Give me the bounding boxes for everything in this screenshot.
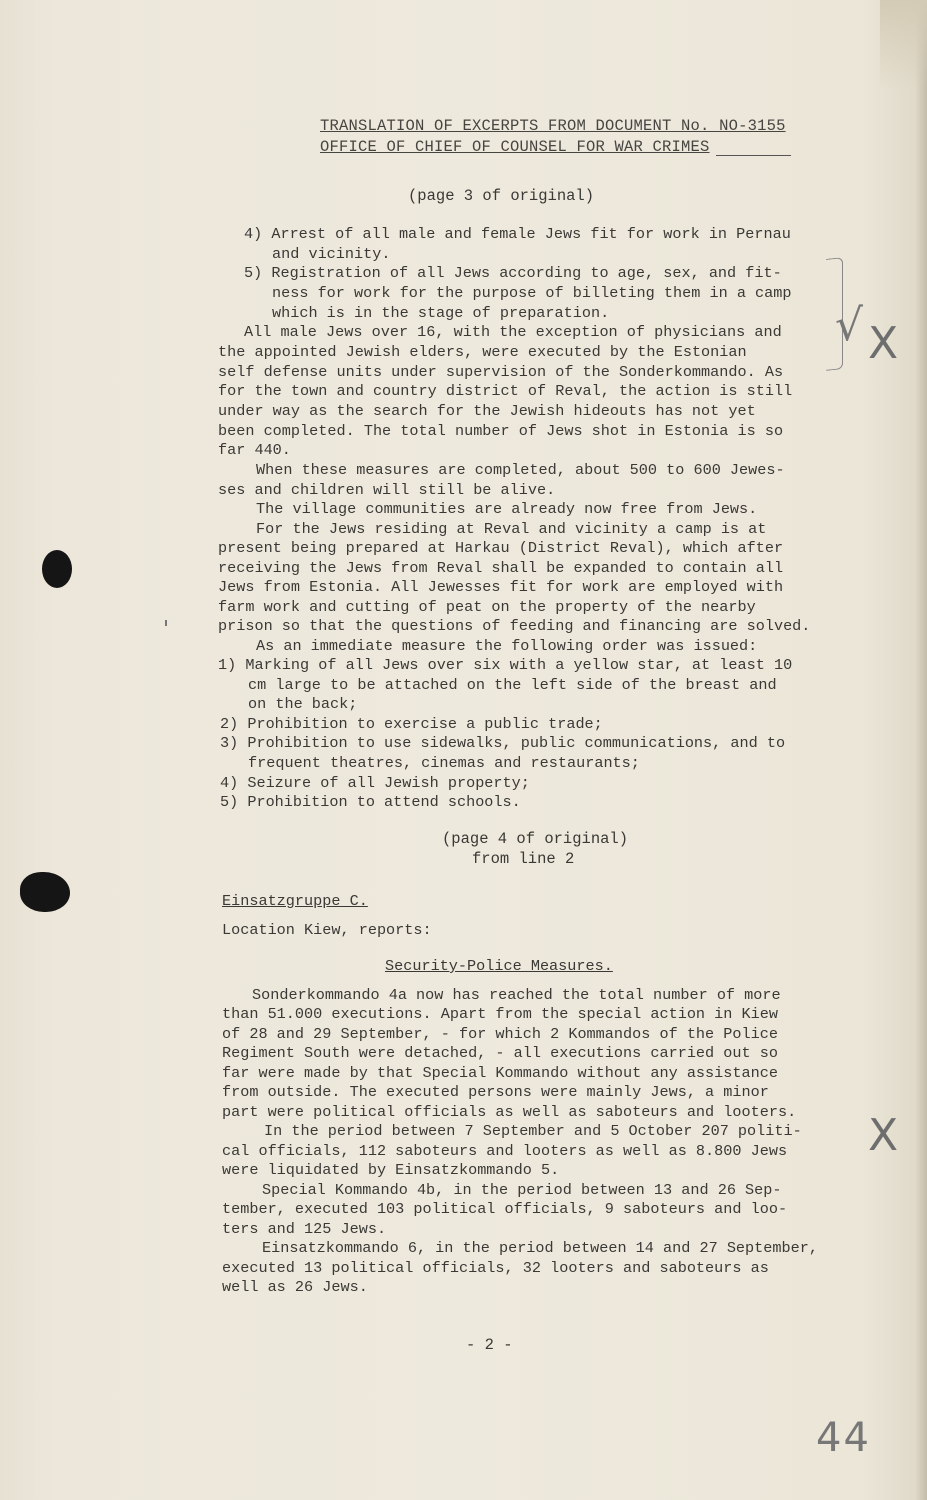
text-line: 2) Prohibition to exercise a public trade; [220,715,603,733]
text-line: The village communities are already now free from Jews. [256,500,758,518]
paper-stain [880,0,927,90]
document-office: OFFICE OF CHIEF OF COUNSEL FOR WAR CRIMES [320,138,710,156]
handwritten-archive-number: 44 [816,1415,871,1461]
text-line: been completed. The total number of Jews shot in Estonia is so [218,422,784,440]
text-line: For the Jews residing at Reval and vicinity a camp is at [256,520,767,538]
text-line: of 28 and 29 September, - for which 2 Kommandos of the Police [222,1025,778,1043]
text-line: 5) Prohibition to attend schools. [220,793,521,811]
page-ref-4-line: from line 2 [472,850,575,868]
text-line: Jews from Estonia. All Jewesses fit for work are employed with [218,578,784,596]
page-ref-3: (page 3 of original) [408,187,595,205]
handwritten-x-mark: X [868,318,899,369]
text-line: ses and children will still be alive. [218,481,556,499]
page-ref-4: (page 4 of original) [442,830,629,848]
text-line: tember, executed 103 political officials, 9 saboteurs and loo- [222,1200,788,1218]
text-line: Regiment South were detached, - all executions carried out so [222,1044,778,1062]
document-title: TRANSLATION OF EXCERPTS FROM DOCUMENT No. NO-3155 [320,117,786,135]
margin-tick [165,620,167,626]
text-line: from outside. The executed persons were mainly Jews, a minor [222,1083,769,1101]
text-line: executed 13 political officials, 32 looters and saboteurs as [222,1259,769,1277]
handwritten-x-mark: X [868,1110,899,1161]
text-line: present being prepared at Harkau (District Reval), which after [218,539,784,557]
page-number: - 2 - [466,1336,513,1354]
text-line: than 51.000 executions. Apart from the special action in Kiew [222,1005,778,1023]
text-line: prison so that the questions of feeding and financing are solved. [218,617,811,635]
text-line: cal officials, 112 saboteurs and looters as well as 8.800 Jews [222,1142,788,1160]
text-line: for the town and country district of Reval, the action is still [218,382,793,400]
text-line: under way as the search for the Jewish hideouts has not yet [218,402,756,420]
header-rule [716,155,791,156]
text-line: 4) Arrest of all male and female Jews fit for work in Pernau [244,225,791,243]
punch-hole-top [42,550,72,588]
text-line: far were made by that Special Kommando without any assistance [222,1064,778,1082]
text-line: Special Kommando 4b, in the period between 13 and 26 Sep- [262,1181,782,1199]
text-line: Sonderkommando 4a now has reached the total number of more [252,986,781,1004]
handwritten-check: √ [835,300,864,351]
text-line: on the back; [248,695,358,713]
location-line: Location Kiew, reports: [222,921,432,939]
security-heading: Security-Police Measures. [385,957,613,975]
punch-hole-bottom [20,872,70,912]
text-line: 4) Seizure of all Jewish property; [220,774,530,792]
text-line: self defense units under supervision of the Sonderkommando. As [218,363,784,381]
text-line: far 440. [218,441,291,459]
text-line: well as 26 Jews. [222,1278,368,1296]
text-line: cm large to be attached on the left side of the breast and [248,676,777,694]
text-line: ters and 125 Jews. [222,1220,387,1238]
text-line: 5) Registration of all Jews according to age, sex, and fit- [244,264,782,282]
text-line: As an immediate measure the following order was issued: [256,637,758,655]
text-line: farm work and cutting of peat on the property of the nearby [218,598,756,616]
text-line: All male Jews over 16, with the exception of physicians and [244,323,782,341]
text-line: the appointed Jewish elders, were executed by the Estonian [218,343,747,361]
text-line: part were political officials as well as saboteurs and looters. [222,1103,797,1121]
text-line: ness for work for the purpose of billeting them in a camp [272,284,792,302]
text-line: frequent theatres, cinemas and restaurants; [248,754,640,772]
text-line: Einsatzkommando 6, in the period between 14 and 27 September, [262,1239,818,1257]
text-line: which is in the stage of preparation. [272,304,610,322]
einsatzgruppe-heading: Einsatzgruppe C. [222,892,368,910]
text-line: were liquidated by Einsatzkommando 5. [222,1161,560,1179]
text-line: receiving the Jews from Reval shall be expanded to contain all [218,559,784,577]
text-line: 3) Prohibition to use sidewalks, public communications, and to [220,734,786,752]
text-line: and vicinity. [272,245,391,263]
paper-edge [915,0,927,1500]
text-line: 1) Marking of all Jews over six with a yellow star, at least 10 [218,656,793,674]
text-line: When these measures are completed, about 500 to 600 Jewes- [256,461,785,479]
text-line: In the period between 7 September and 5 October 207 politi- [264,1122,802,1140]
